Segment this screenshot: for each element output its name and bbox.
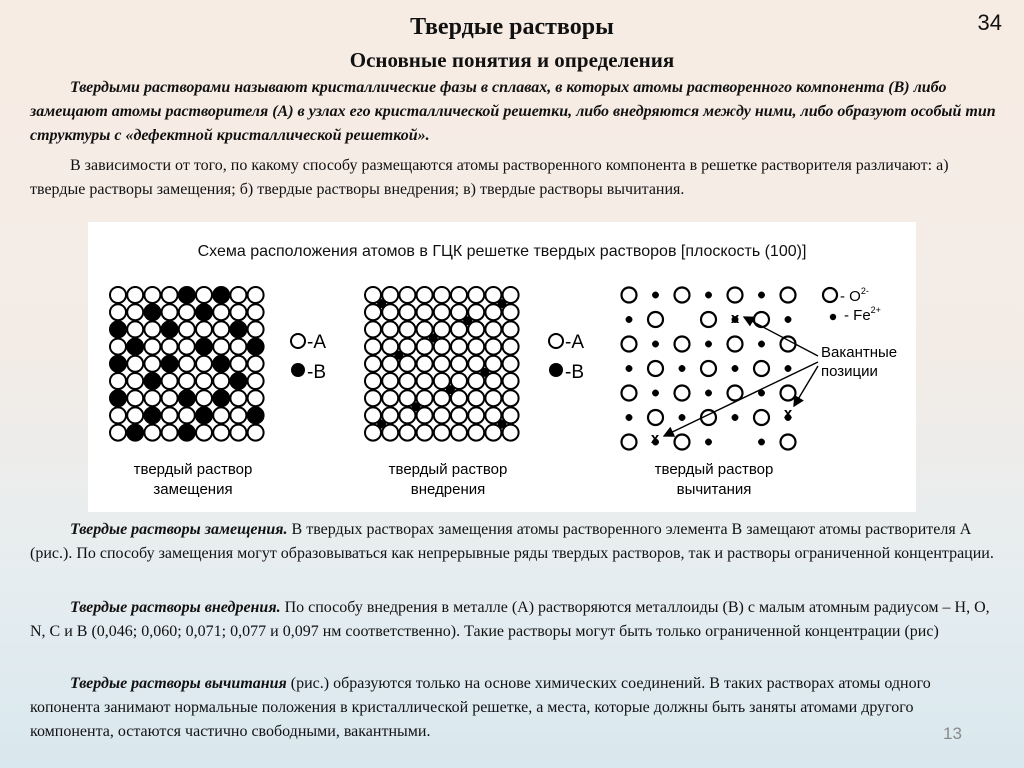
lattice-atom [162,390,178,406]
lattice-atom [399,287,415,303]
lattice-atom [485,390,501,406]
lattice-atom [110,373,126,389]
intro-text: В зависимости от того, по какому способу размещаются атомы растворенного компонента в решетке растворителя различают: а) твердые растворы замещения; б) твердые растворы внедрения; в) твердые растворы вычитания. [30,157,949,198]
lattice-atom [196,407,212,423]
oxygen-atom [648,410,663,425]
lattice-atom [179,304,195,320]
interstitial-atom [464,317,472,325]
lattice-atom [399,321,415,337]
lattice-diagram [88,222,916,512]
lattice-atom [213,425,229,441]
lattice-atom [434,425,450,441]
lattice-atom [230,407,246,423]
vacancy-label-line2: позиции [821,363,878,380]
legend-oxygen-label: - O [840,288,861,305]
iron-atom [732,365,738,371]
lattice-atom [451,425,467,441]
interstitial-text: По способу внедрения в металле (А) растворяются металлоиды (В) с малым атомным радиусом – H, O, N, C и B (0,046; 0,060; 0,071; 0,077 и 0,097 нм соответственно). Такие растворы могут быть только ограниченной концентрации (рис) [30,599,990,640]
lattice-atom [230,356,246,372]
lattice-atom [213,321,229,337]
oxygen-atom [781,288,796,303]
lattice-atom [196,390,212,406]
definition-text: Твердыми растворами называют кристаллические фазы в сплавах, в которых атомы растворенного компонента (B) либо замещают атомы растворителя (А) в узлах его кристаллической решетки, либо внедряются между ними, либо образуют особый тип структуры с «дефектной кристаллической решеткой». [30,79,996,144]
lattice-atom [417,373,433,389]
oxygen-atom [648,312,663,327]
substitution-text: В твердых растворах замещения атомы растворенного элемента В замещают атомы растворителя А (рис.). По способу замещения могут образовываться как непрерывные ряды твердых растворов, так и растворы ограниченной концентрации. [30,521,994,562]
interstitial-atom [498,420,506,428]
slide-number: 34 [977,10,1002,35]
lattice-atom [127,373,143,389]
iron-atom [705,439,711,445]
lattice-atom [248,321,264,337]
iron-atom [652,292,658,298]
lattice-atom [365,321,381,337]
lattice-atom [399,425,415,441]
lattice-atom [365,356,381,372]
interstitial-atom [446,386,454,394]
lattice-atom [213,390,229,406]
panel-2-label-line1: твердый раствор [388,461,508,478]
lattice-atom [127,356,143,372]
lattice-atom [468,425,484,441]
lattice-atom [162,356,178,372]
lattice-atom [110,407,126,423]
lattice-atom [468,390,484,406]
lattice-atom [434,287,450,303]
oxygen-atom [648,361,663,376]
lattice-atom [230,425,246,441]
legend-oxygen-circle [823,288,837,302]
lattice-atom [144,287,160,303]
oxygen-atom [728,386,743,401]
lattice-atom [248,356,264,372]
iron-atom [785,316,791,322]
lattice-atom [230,390,246,406]
lattice-atom [162,339,178,355]
lattice-atom [382,390,398,406]
iron-atom [652,341,658,347]
legend-oxygen [840,286,869,305]
lattice-atom [127,339,143,355]
panel-3-label-line2: вычитания [676,481,752,498]
lattice-atom [196,356,212,372]
legend-oxygen-sup: 2- [860,286,869,296]
oxygen-atom [754,361,769,376]
lattice-atom [179,373,195,389]
lattice-atom [399,373,415,389]
page-number: 13 [943,724,962,743]
vacancy-mark-1: x [730,310,740,327]
iron-atom [679,414,685,420]
lattice-atom [196,425,212,441]
lattice-atom [144,304,160,320]
lattice-atom [248,390,264,406]
lattice-atom [144,321,160,337]
lattice-atom [179,407,195,423]
legend-iron-label: - Fe [844,307,871,324]
lattice-atom [179,425,195,441]
lattice-atom [230,339,246,355]
iron-atom [732,414,738,420]
lattice-atom [144,407,160,423]
lattice-atom [196,373,212,389]
lattice-atom [127,287,143,303]
lattice-atom [434,304,450,320]
lattice-atom [468,287,484,303]
lattice-atom [162,321,178,337]
lattice-atom [248,304,264,320]
lattice-atom [399,304,415,320]
lattice-atom [468,339,484,355]
vacancy-label-line1: Вакантные [821,344,898,361]
lattice-atom [248,407,264,423]
legend-filled-circle-2 [549,363,563,377]
substitution-lead: Твердые растворы замещения. [70,521,288,538]
iron-atom [626,316,632,322]
lattice-atom [196,304,212,320]
lattice-atom [144,373,160,389]
slide-subtitle: Основные понятия и определения [349,48,675,72]
lattice-atom [110,321,126,337]
interstitial-paragraph [30,596,996,644]
lattice-atom [196,339,212,355]
lattice-atom [162,304,178,320]
lattice-atom [451,339,467,355]
oxygen-atom [781,337,796,352]
lattice-atom [365,390,381,406]
lattice-atom [248,339,264,355]
legend-a-label: -A [307,332,326,353]
oxygen-atom [675,386,690,401]
iron-atom [705,341,711,347]
iron-atom [626,414,632,420]
lattice-atom [230,373,246,389]
lattice-atom [451,407,467,423]
interstitial-atom [412,403,420,411]
iron-atom [705,390,711,396]
iron-atom [758,439,764,445]
subtraction-text: (рис.) образуются только на основе химических соединений. В таких растворах атомы одного копонента занимают нормальные положения в кристаллической решетке, а места, которые должны быть заняты атомами другого компонента, остаются частично свободными, вакантными. [30,675,931,740]
interstitial-atom [378,420,386,428]
lattice-atom [196,321,212,337]
lattice-atom [230,321,246,337]
interstitial-atom [498,300,506,308]
lattice-atom [144,390,160,406]
lattice-atom [451,356,467,372]
subtraction-lattice [622,288,796,450]
substitution-paragraph [30,518,996,566]
lattice-atom [451,287,467,303]
oxygen-atom [728,337,743,352]
lattice-atom [503,339,519,355]
lattice-atom [213,287,229,303]
lattice-atom [230,304,246,320]
legend-iron [844,305,881,324]
lattice-atom [213,356,229,372]
legend-iron-sup: 2+ [870,305,881,315]
lattice-atom [365,339,381,355]
lattice-atom [213,339,229,355]
lattice-atom [365,373,381,389]
lattice-atom [248,425,264,441]
lattice-atom [110,339,126,355]
lattice-atom [230,287,246,303]
oxygen-atom [622,386,637,401]
interstitial-atom [429,334,437,342]
lattice-atom [468,407,484,423]
oxygen-atom [622,288,637,303]
lattice-atom [417,356,433,372]
lattice-atom [179,321,195,337]
oxygen-atom [781,386,796,401]
figure-caption: Схема расположения атомов в ГЦК решетке твердых растворов [плоскость (100)] [197,243,807,260]
lattice-atom [417,287,433,303]
lattice-atom [162,407,178,423]
lattice-atom [127,304,143,320]
lattice-atom [248,287,264,303]
legend-b-label: -B [307,362,326,383]
lattice-atom [162,287,178,303]
slide-title: Твердые растворы [410,14,614,40]
lattice-atom [417,425,433,441]
vacancy-arrow-1 [744,317,818,356]
lattice-atom [503,321,519,337]
oxygen-atom [754,312,769,327]
oxygen-atom [781,435,796,450]
lattice-atom [110,390,126,406]
lattice-atom [144,356,160,372]
lattice-atom [110,425,126,441]
iron-atom [652,390,658,396]
oxygen-atom [701,361,716,376]
lattice-atom [248,373,264,389]
lattice-atom [503,373,519,389]
lattice-atom [110,287,126,303]
lattice-atom [213,304,229,320]
lattice-atom [196,287,212,303]
oxygen-atom [622,337,637,352]
oxygen-atom [622,435,637,450]
panel-1-label-line1: твердый раствор [133,461,253,478]
lattice-atom [417,304,433,320]
lattice-atom [179,339,195,355]
panel-1-label-line2: замещения [153,481,233,498]
substitution-lattice [110,287,264,441]
lattice-figure [88,222,916,512]
lattice-atom [179,390,195,406]
lattice-atom [162,425,178,441]
lattice-atom [382,373,398,389]
lattice-atom [179,287,195,303]
lattice-atom [503,390,519,406]
legend-open-circle-2 [549,334,563,348]
vacancy-mark-3: x [650,430,660,447]
legend-b-label-2: -B [565,362,584,383]
lattice-atom [213,407,229,423]
definition-paragraph [30,76,996,148]
legend-open-circle [291,334,305,348]
lattice-atom [162,373,178,389]
lattice-atom [503,356,519,372]
iron-atom [679,365,685,371]
lattice-atom [110,356,126,372]
lattice-atom [434,356,450,372]
lattice-atom [382,321,398,337]
oxygen-atom [675,288,690,303]
lattice-atom [434,407,450,423]
panel-3-label-line1: твердый раствор [654,461,774,478]
oxygen-atom [754,410,769,425]
lattice-atom [127,390,143,406]
oxygen-atom [728,288,743,303]
interstitial-atom [378,300,386,308]
legend-a-label-2: -A [565,332,584,353]
legend-filled-circle [291,363,305,377]
legend-iron-dot [830,314,836,320]
oxygen-atom [701,312,716,327]
subtraction-paragraph [30,672,996,744]
lattice-atom [110,304,126,320]
interstitial-lattice [365,287,519,441]
iron-atom [758,341,764,347]
lattice-atom [127,425,143,441]
interstitial-atom [481,368,489,376]
oxygen-atom [675,337,690,352]
lattice-atom [213,373,229,389]
lattice-atom [127,321,143,337]
lattice-atom [485,321,501,337]
panel-2-label-line2: внедрения [410,481,486,498]
iron-atom [626,365,632,371]
interstitial-atom [395,351,403,359]
oxygen-atom [675,435,690,450]
lattice-atom [144,425,160,441]
intro-paragraph [30,154,996,202]
iron-atom [758,292,764,298]
iron-atom [705,292,711,298]
subtraction-lead: Твердые растворы вычитания [70,675,287,692]
vacancy-mark-2: x [783,405,793,422]
interstitial-lead: Твердые растворы внедрения. [70,599,281,616]
lattice-atom [485,339,501,355]
lattice-atom [127,407,143,423]
lattice-atom [144,339,160,355]
iron-atom [785,365,791,371]
lattice-atom [179,356,195,372]
